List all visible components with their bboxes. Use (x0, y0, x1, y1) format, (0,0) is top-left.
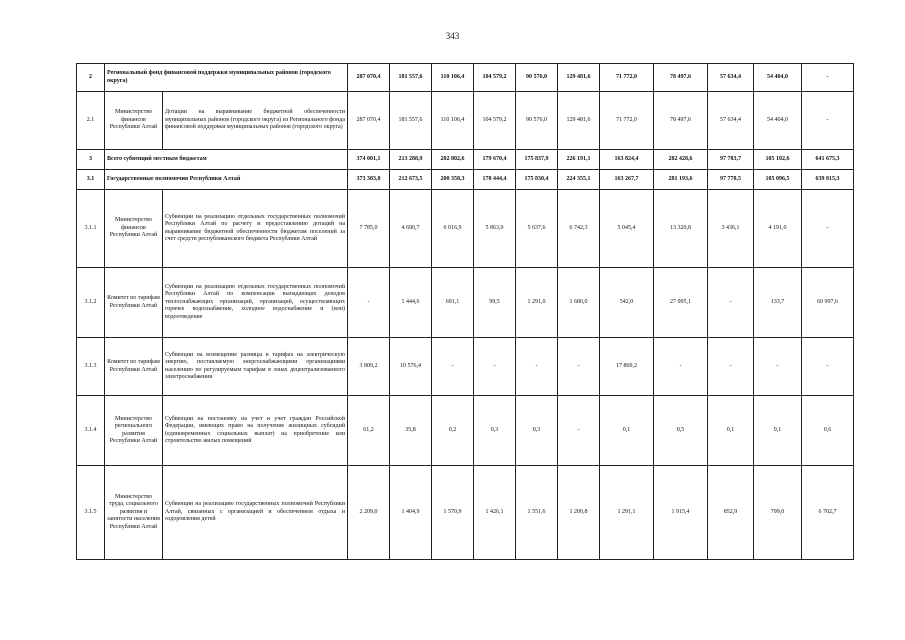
row-index: 3.1 (77, 170, 105, 190)
page-number: 343 (445, 31, 460, 41)
value-cell: 1 551,6 (516, 466, 558, 560)
value-cell: 54 404,0 (754, 92, 802, 150)
value-cell: 1 200,8 (558, 466, 600, 560)
value-cell: - (802, 92, 854, 150)
value-cell: 202 802,6 (432, 150, 474, 170)
organization: Комитет по тарифам Республики Алтай (105, 338, 163, 396)
value-cell: 78 497,6 (654, 92, 708, 150)
value-cell: 110 106,4 (432, 64, 474, 92)
value-cell: 163 824,4 (600, 150, 654, 170)
value-cell: - (802, 338, 854, 396)
description: Дотации на выравнивание бюджетной обеспеченности муниципальных районов (городского округа) из Регионального фонда финансовой поддержки муниципальных районов (городского округа) (163, 92, 348, 150)
value-cell: 104 579,2 (474, 92, 516, 150)
value-cell: 129 481,6 (558, 64, 600, 92)
value-cell: - (516, 338, 558, 396)
value-cell: - (558, 396, 600, 466)
value-cell: 281 193,6 (654, 170, 708, 190)
value-cell: 1 570,9 (432, 466, 474, 560)
section-title: Региональный фонд финансовой поддержки муниципальных районов (городского округа) (105, 64, 348, 92)
value-cell: 226 191,1 (558, 150, 600, 170)
value-cell: 282 428,6 (654, 150, 708, 170)
table-row (77, 466, 854, 560)
value-cell: 71 772,0 (600, 92, 654, 150)
value-cell: 374 001,1 (348, 150, 390, 170)
value-cell: 7 785,0 (348, 190, 390, 268)
value-cell: 5 045,4 (600, 190, 654, 268)
value-cell: 799,0 (754, 466, 802, 560)
value-cell: - (754, 338, 802, 396)
value-cell: 1 680,0 (558, 268, 600, 338)
table-row (77, 170, 854, 190)
value-cell: 54 404,0 (754, 64, 802, 92)
value-cell: - (654, 338, 708, 396)
description: Субвенции на реализацию отдельных государственных полномочий Республики Алтай по расчету и предоставлению дотаций на выравнивание бюджетной обеспеченности бюджетам поселений за счет средств республиканского бюджета Республики Алтай (163, 190, 348, 268)
row-index: 3.1.3 (77, 338, 105, 396)
value-cell: 71 772,0 (600, 64, 654, 92)
value-cell: 1 426,1 (474, 466, 516, 560)
row-index: 3.1.5 (77, 466, 105, 560)
section-title: Государственные полномочия Республики Алтай (105, 170, 348, 190)
value-cell: 175 830,4 (516, 170, 558, 190)
value-cell: 57 634,4 (708, 64, 754, 92)
table-row (77, 268, 854, 338)
value-cell: 97 778,5 (708, 170, 754, 190)
value-cell: 0,2 (432, 396, 474, 466)
value-cell: 6 702,7 (802, 466, 854, 560)
value-cell: 105 102,6 (754, 150, 802, 170)
value-cell: 0,3 (516, 396, 558, 466)
row-index: 2 (77, 64, 105, 92)
value-cell: 6 016,9 (432, 190, 474, 268)
value-cell: 1 291,0 (516, 268, 558, 338)
value-cell: 60 997,6 (802, 268, 854, 338)
value-cell: 542,0 (600, 268, 654, 338)
value-cell: 2 209,0 (348, 466, 390, 560)
value-cell: - (348, 268, 390, 338)
description: Субвенции на возмещение разницы в тарифах на электрическую энергию, поставляемую энергоснабжающими организациями населению по регулируемым тарифам в зонах децентрализованного электроснабжения (163, 338, 348, 396)
value-cell: 129 481,6 (558, 92, 600, 150)
value-cell: 287 070,4 (348, 64, 390, 92)
table-row (77, 92, 854, 150)
value-cell: 3 809,2 (348, 338, 390, 396)
value-cell: 133,7 (754, 268, 802, 338)
value-cell: 78 497,6 (654, 64, 708, 92)
value-cell: 0,6 (802, 396, 854, 466)
value-cell: - (802, 64, 854, 92)
value-cell: 13 320,8 (654, 190, 708, 268)
value-cell: 97 783,7 (708, 150, 754, 170)
value-cell: 35,8 (390, 396, 432, 466)
value-cell: 5 637,6 (516, 190, 558, 268)
value-cell: 3 436,1 (708, 190, 754, 268)
value-cell: - (474, 338, 516, 396)
organization: Министерство труда, социального развития и занятости населения Республики Алтай (105, 466, 163, 560)
organization: Министерство регионального развития Республики Алтай (105, 396, 163, 466)
row-index: 2.1 (77, 92, 105, 150)
value-cell: 61,2 (348, 396, 390, 466)
organization: Министерство финансов Республики Алтай (105, 92, 163, 150)
value-cell: - (432, 338, 474, 396)
value-cell: 0,3 (474, 396, 516, 466)
value-cell: 213 288,9 (390, 150, 432, 170)
value-cell: 1 404,9 (390, 466, 432, 560)
value-cell: 17 869,2 (600, 338, 654, 396)
value-cell: 181 557,6 (390, 92, 432, 150)
value-cell: 27 095,1 (654, 268, 708, 338)
description: Субвенции на постановку на учет и учет граждан Российской Федерации, имеющих право на получение жилищных субсидий (единовременных социальных выплат) на приобретение или строительство жилых помещений (163, 396, 348, 466)
description: Субвенции на реализацию отдельных государственных полномочий Республики Алтай по компенсации выпадающих доходов теплоснабжающих организаций, организаций, осуществляющих горячее водоснабжение, холодное водоснабжение и (или) водоотведение (163, 268, 348, 338)
organization: Комитет по тарифам Республики Алтай (105, 268, 163, 338)
value-cell: - (558, 338, 600, 396)
value-cell: 0,1 (708, 396, 754, 466)
value-cell: 4 690,7 (390, 190, 432, 268)
value-cell: 99,5 (474, 268, 516, 338)
value-cell: 212 673,5 (390, 170, 432, 190)
value-cell: 5 863,0 (474, 190, 516, 268)
value-cell: 224 355,1 (558, 170, 600, 190)
value-cell: 287 070,4 (348, 92, 390, 150)
value-cell: 10 576,4 (390, 338, 432, 396)
value-cell: 0,5 (654, 396, 708, 466)
value-cell: 179 670,4 (474, 150, 516, 170)
row-index: 3.1.2 (77, 268, 105, 338)
value-cell: 90 576,0 (516, 92, 558, 150)
value-cell: 1 915,4 (654, 466, 708, 560)
row-index: 3.1.4 (77, 396, 105, 466)
value-cell: 0,1 (754, 396, 802, 466)
value-cell: 373 383,0 (348, 170, 390, 190)
organization: Министерство финансов Республики Алтай (105, 190, 163, 268)
value-cell: 57 634,4 (708, 92, 754, 150)
value-cell: - (802, 190, 854, 268)
table-row (77, 190, 854, 268)
value-cell: - (708, 338, 754, 396)
value-cell: 0,1 (600, 396, 654, 466)
table-row (77, 150, 854, 170)
value-cell: 641 675,3 (802, 150, 854, 170)
description: Субвенции на реализацию государственных полномочий Республики Алтай, связанных с организацией и обеспечением отдыха и оздоровления детей (163, 466, 348, 560)
value-cell: 110 106,4 (432, 92, 474, 150)
value-cell: 4 191,0 (754, 190, 802, 268)
value-cell: 181 557,6 (390, 64, 432, 92)
value-cell: 175 837,9 (516, 150, 558, 170)
value-cell: 691,1 (432, 268, 474, 338)
value-cell: 163 267,7 (600, 170, 654, 190)
value-cell: 6 742,3 (558, 190, 600, 268)
value-cell: 200 358,3 (432, 170, 474, 190)
section-title: Всего субвенций местным бюджетам (105, 150, 348, 170)
table-row (77, 64, 854, 92)
table-row (77, 396, 854, 466)
value-cell: 639 815,3 (802, 170, 854, 190)
value-cell: 852,9 (708, 466, 754, 560)
row-index: 3 (77, 150, 105, 170)
value-cell: 104 579,2 (474, 64, 516, 92)
table-row (77, 338, 854, 396)
value-cell: 178 444,4 (474, 170, 516, 190)
value-cell: 105 096,5 (754, 170, 802, 190)
row-index: 3.1.1 (77, 190, 105, 268)
value-cell: 1 444,6 (390, 268, 432, 338)
subsidy-table (76, 63, 854, 560)
value-cell: 90 576,0 (516, 64, 558, 92)
value-cell: 1 291,1 (600, 466, 654, 560)
value-cell: - (708, 268, 754, 338)
